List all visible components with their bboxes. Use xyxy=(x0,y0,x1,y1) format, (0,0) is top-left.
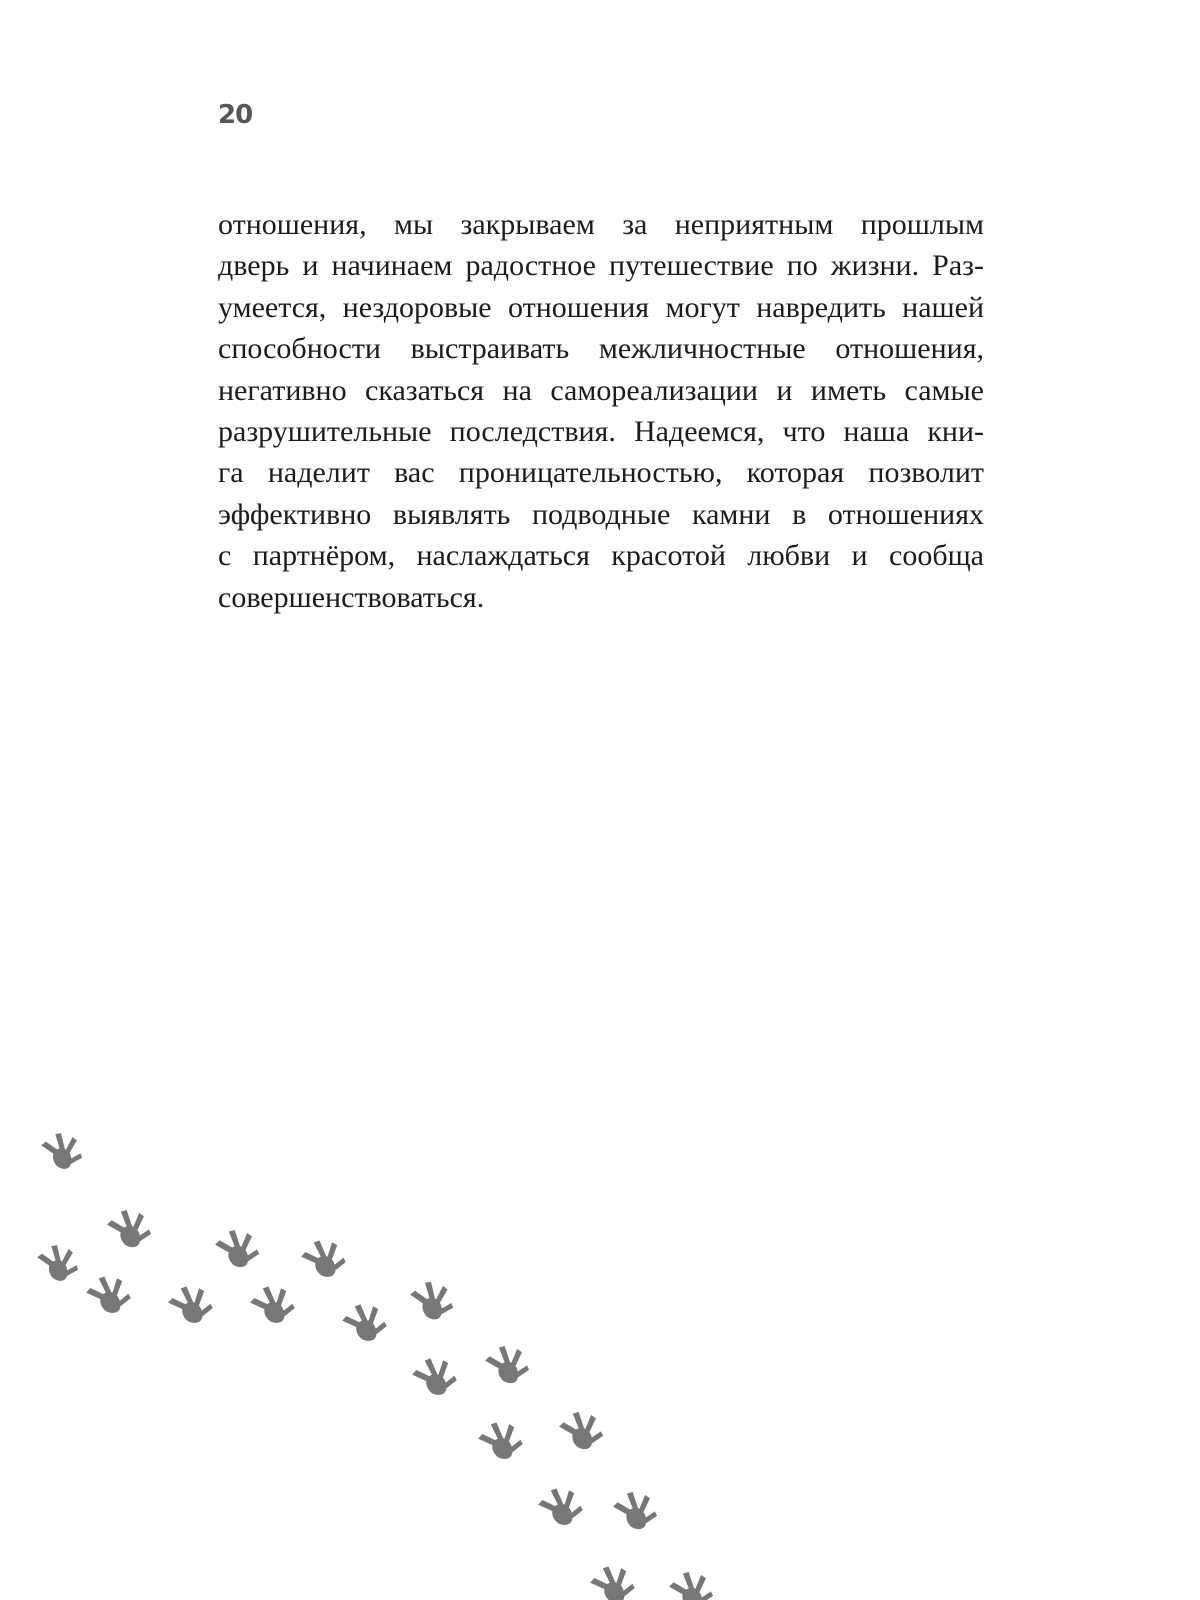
bird-footprint-icon xyxy=(587,1559,638,1600)
text-line: совершенствоваться. xyxy=(218,580,485,614)
bird-footprint-icon xyxy=(535,1481,586,1532)
bird-footprint-icon xyxy=(475,1415,526,1466)
text-line: способности выстраивать межличностные отношения, xyxy=(218,332,984,366)
bird-footprint-icon xyxy=(408,1276,456,1324)
bird-footprint-icon xyxy=(35,1240,80,1286)
bird-footprint-icon xyxy=(165,1279,216,1330)
text-line: негативно сказаться на самореализации и иметь самые xyxy=(218,373,984,407)
bird-footprint-icon xyxy=(105,1204,155,1254)
bird-footprint-icon xyxy=(483,1340,533,1390)
bird-footprint-icon xyxy=(247,1279,298,1330)
text-line: умеется, нездоровые отношения могут навредить нашей xyxy=(218,290,984,324)
bird-footprint-icon xyxy=(557,1406,607,1456)
page-number: 20 xyxy=(218,100,253,130)
text-line: с партнёром, наслаждаться красотой любви и сообща xyxy=(218,539,984,573)
bird-footprint-icon xyxy=(213,1224,263,1274)
bird-footprint-icon xyxy=(339,1297,390,1348)
text-line: дверь и начинаем радостное путешествие по жизни. Раз- xyxy=(218,249,984,283)
body-paragraph xyxy=(218,204,984,618)
bird-footprint-icon xyxy=(83,1269,134,1320)
bird-footprint-icon xyxy=(409,1351,460,1402)
text-line: эффективно выявлять подводные камни в отношениях xyxy=(218,497,984,531)
text-line: га наделит вас проницательностью, которая позволит xyxy=(218,456,984,490)
bird-footprint-icon xyxy=(39,1128,84,1174)
bird-footprint-icon xyxy=(611,1486,661,1536)
text-line: разрушительные последствия. Надеемся, что наша кни- xyxy=(218,415,984,449)
bird-footprint-icon xyxy=(298,1233,349,1284)
bird-footprint-icon xyxy=(667,1566,717,1600)
text-line: отношения, мы закрываем за неприятным прошлым xyxy=(218,208,984,241)
